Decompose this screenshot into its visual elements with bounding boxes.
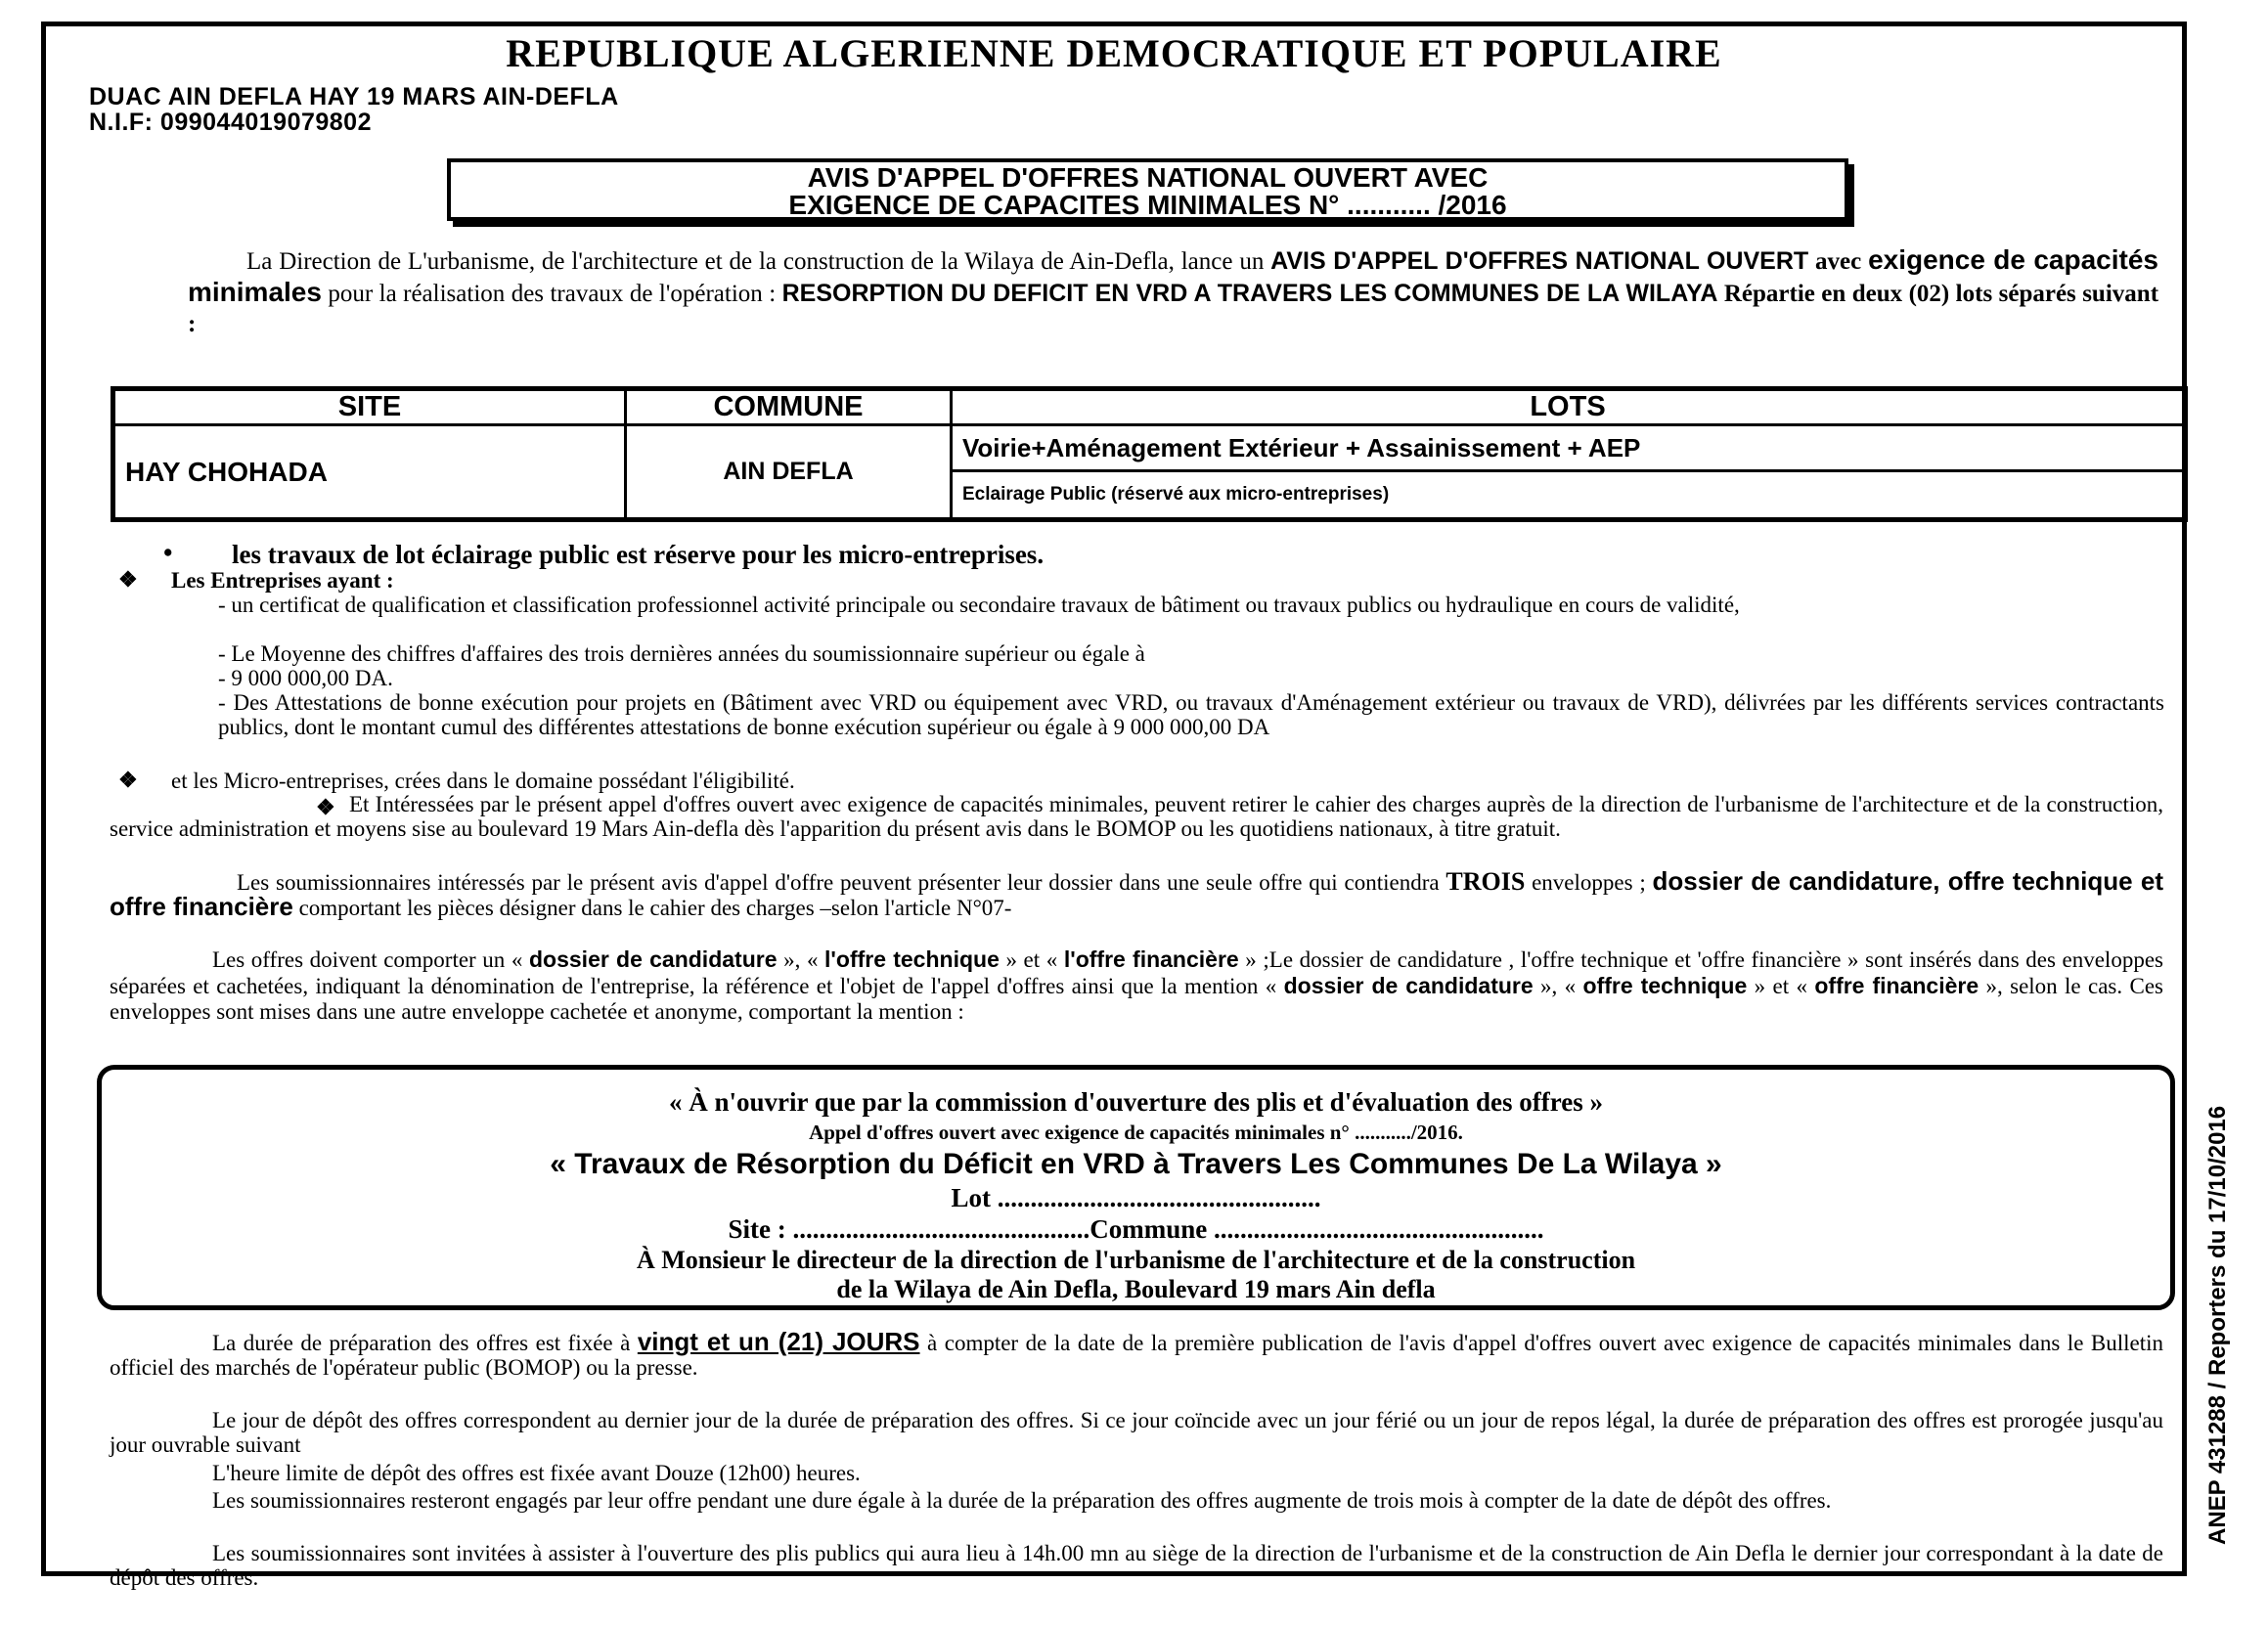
intro-avis-bold: AVIS D'APPEL D'OFFRES NATIONAL OUVERT — [1270, 247, 1809, 275]
table-header-row — [113, 389, 2186, 425]
notice-title-line2: EXIGENCE DE CAPACITES MINIMALES N° ........... /2016 — [788, 190, 1507, 220]
condition-item-qualification: - un certificat de qualification et classification professionnel activité principale ou secondaire travaux de bâtiment ou travaux publics ou hydraulique en cours de validité, — [218, 593, 1740, 617]
intro-capacites-bold: exigence de capacités minimales — [188, 244, 2158, 307]
duration-days-bold: vingt et un (21) JOURS — [637, 1327, 920, 1356]
offers-text: Les offres doivent comporter un « — [212, 947, 529, 972]
intro-paragraph — [188, 244, 2158, 339]
envelope-line-directeur: À Monsieur le directeur de la direction de l'urbanisme de l'architecture et de la construction — [636, 1246, 1636, 1274]
diamond-bullet-icon: ❖ — [118, 768, 138, 792]
entreprises-title: Les Entreprises ayant : — [171, 568, 394, 593]
intro-avec: avec — [1808, 248, 1869, 275]
duration-text-2: à compter de la date de la première publication de l'avis d'appel d'offres ouvert avec exigence de capacités minimales dans le Bulletin officiel des marchés de l'opérateur public (BOMOP) ou la presse. — [110, 1331, 2164, 1380]
envelope-line-travaux: « Travaux de Résorption du Déficit en VRD à Travers Les Communes De La Wilaya » — [550, 1148, 1722, 1180]
lots-table — [111, 386, 2188, 522]
envelope-line-appel: Appel d'offres ouvert avec exigence de capacités minimales n° .........../2016. — [809, 1121, 1463, 1144]
offers-sep-3: », « — [1533, 974, 1583, 998]
envelopes-kinds-bold: dossier de candidature, offre technique et offre financière — [110, 866, 2163, 921]
micro-entreprises-note: et les Micro-entreprises, crées dans le domaine possédant l'éligibilité. — [171, 769, 795, 793]
diamond-bullet-icon: ❖ — [316, 795, 335, 819]
condition-item-turnover: - Le Moyenne des chiffres d'affaires des trois dernières années du soumissionnaire supérieur ou égale à — [218, 641, 1145, 666]
retrieval-paragraph: Et Intéressées par le présent appel d'offres ouvert avec exigence de capacités minimales, peuvent retirer le cahier des charges auprès de la direction de l'urbanisme de l'architecture et de la construction, service administration et moyens sise au boulevard 19 Mars Ain-defla dès l'apparition du présent avis dans le BOMOP ou les quotidiens nationaux, à titre gratuit. — [110, 792, 2163, 841]
reserved-note: les travaux de lot éclairage public est réserve pour les micro-entreprises. — [232, 540, 1045, 569]
bullet-dot-icon: • — [163, 538, 173, 567]
table-header-site: SITE — [113, 389, 626, 425]
table-row — [113, 425, 2186, 471]
dossier-candidature-bold-2: dossier de candidature — [1283, 973, 1534, 998]
table-cell-commune: AIN DEFLA — [626, 425, 952, 520]
deposit-day-paragraph: Le jour de dépôt des offres correspondent au dernier jour de la durée de préparation des offres. Si ce jour coïncide avec un jour férié ou un jour de repos légal, la durée de préparation des offres est prorogée jusqu'au jour ouvrable suivant — [110, 1408, 2163, 1457]
offre-technique-bold-2: offre technique — [1582, 973, 1748, 998]
opening-paragraph: Les soumissionnaires sont invitées à assister à l'ouverture des plis publics qui aura lieu à 14h.00 mn au siège de la direction de l'urbanisme et de la construction de Ain Defla le dernier jour correspondant à la date de dépôt des offres. — [110, 1541, 2163, 1590]
intro-operation-label: pour la réalisation des travaux de l'opération : — [321, 281, 782, 307]
condition-item-amount: - 9 000 000,00 DA. — [218, 666, 393, 690]
envelope-mention-box — [97, 1065, 2175, 1310]
issuer-address: DUAC AIN DEFLA HAY 19 MARS AIN-DEFLA — [89, 83, 619, 110]
offers-sep-2: » et « — [999, 947, 1064, 972]
envelopes-text-3: comportant les pièces désigner dans le cahier des charges –selon l'article N°07- — [292, 896, 1012, 920]
validity-paragraph: Les soumissionnaires resteront engagés par leur offre pendant une dure égale à la durée de la préparation des offres augmente de trois mois à compter de la date de dépôt des offres. — [212, 1488, 1832, 1513]
trois-bold: TROIS — [1445, 867, 1526, 896]
offre-financiere-bold-2: offre financière — [1814, 973, 1979, 998]
republic-header: REPUBLIQUE ALGERIENNE DEMOCRATIQUE ET POPULAIRE — [506, 31, 1722, 75]
notice-title-box — [447, 158, 1848, 221]
envelopes-text-2: enveloppes ; — [1525, 870, 1653, 895]
intro-text: La Direction de L'urbanisme, de l'architecture et de la construction de la Wilaya de Ain-Defla, lance un — [246, 248, 1271, 275]
notice-title-line1: AVIS D'APPEL D'OFFRES NATIONAL OUVERT AVEC — [807, 162, 1489, 193]
envelopes-paragraph — [110, 866, 2163, 921]
envelope-line-lot: Lot ................................................. — [951, 1183, 1321, 1212]
issuer-nif: N.I.F: 099044019079802 — [89, 109, 372, 136]
table-header-commune: COMMUNE — [626, 389, 952, 425]
table-header-lots: LOTS — [952, 389, 2186, 425]
offers-sep: », « — [777, 947, 825, 972]
envelope-line-open: « À n'ouvrir que par la commission d'ouverture des plis et d'évaluation des offres » — [668, 1087, 1604, 1117]
offers-sep-4: » et « — [1747, 974, 1815, 998]
table-cell-site: HAY CHOHADA — [113, 425, 626, 520]
offers-paragraph — [110, 946, 2163, 1025]
diamond-bullet-icon: ❖ — [118, 567, 138, 592]
offre-technique-bold: l'offre technique — [824, 946, 1000, 972]
intro-lots-tail: Répartie en deux (02) lots séparés suivant : — [188, 281, 2159, 337]
intro-operation-name: RESORPTION DU DEFICIT EN VRD A TRAVERS LES COMMUNES DE LA WILAYA — [781, 280, 1718, 307]
deadline-hour-paragraph: L'heure limite de dépôt des offres est fixée avant Douze (12h00) heures. — [212, 1461, 861, 1485]
notice-frame — [41, 22, 2187, 1590]
table-cell-lot1: Voirie+Aménagement Extérieur + Assainissement + AEP — [952, 425, 2186, 471]
envelope-line-site-commune: Site : .............................................Commune .................................................. — [728, 1214, 1544, 1244]
envelopes-text: Les soumissionnaires intéressés par le présent avis d'appel d'offre peuvent présenter leur dossier dans une seule offre qui contiendra — [237, 870, 1446, 895]
condition-item-attestations: - Des Attestations de bonne exécution pour projets en (Bâtiment avec VRD ou équipement avec VRD, ou travaux d'Aménagement extérieur ou travaux de VRD), délivrées par les différents services contractants publics, dont le montant cumul des différentes attestations de bonne exécution supérieur ou égale à 9 000 000,00 DA — [218, 690, 2164, 739]
offers-text-2: » ;Le dossier de candidature , l'offre technique et 'offre financière » sont insérés dans des enveloppes séparées et cachetées, indiquant la dénomination de l'entreprise, la référence et l'objet de l'appel d'offres ainsi que la mention « — [110, 947, 2163, 998]
duration-paragraph — [110, 1327, 2164, 1380]
table-cell-lot2: Eclairage Public (réservé aux micro-entreprises) — [952, 471, 2186, 520]
dossier-candidature-bold: dossier de candidature — [529, 946, 778, 972]
duration-text: La durée de préparation des offres est fixée à — [212, 1331, 638, 1355]
envelope-line-wilaya: de la Wilaya de Ain Defla, Boulevard 19 mars Ain defla — [836, 1275, 1436, 1303]
offers-text-3: », selon le cas. Ces enveloppes sont mises dans une autre enveloppe cachetée et anonyme, comportant la mention : — [110, 974, 2164, 1024]
publication-reference: ANEP 431288 / Reporters du 17/10/2016 — [2204, 1105, 2231, 1545]
offre-financiere-bold: l'offre financière — [1063, 946, 1239, 972]
